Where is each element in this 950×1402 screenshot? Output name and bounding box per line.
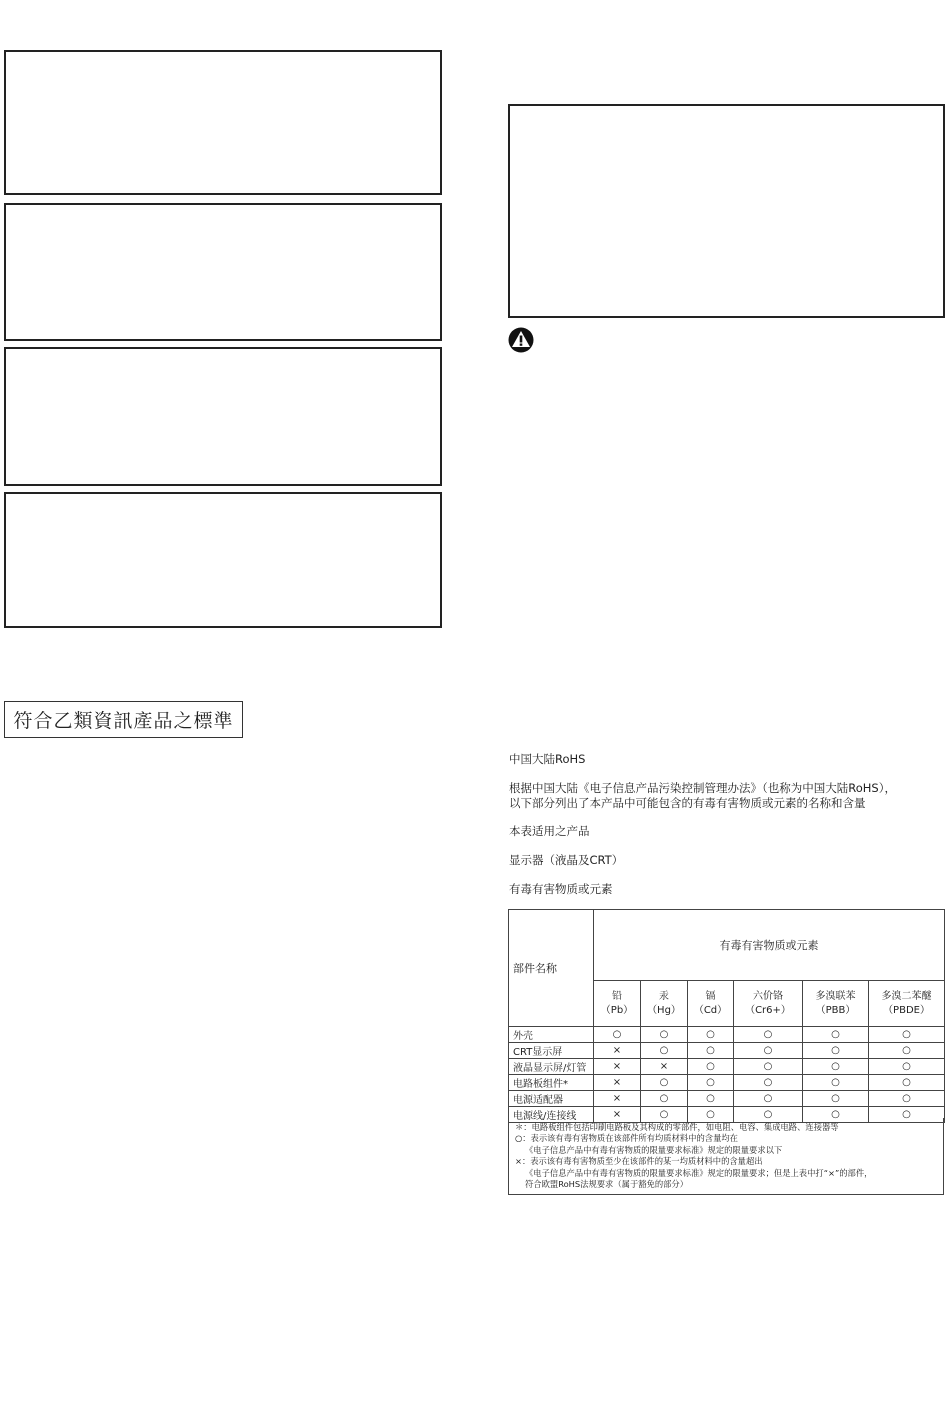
table-header-part: 部件名称 <box>509 910 594 1027</box>
part-name: 电源线/连接线 <box>509 1107 594 1123</box>
table-row <box>509 1027 945 1043</box>
rohs-substances-label: 有毒有害物质或元素 <box>509 882 613 896</box>
substance-mark: ○ <box>869 1107 945 1123</box>
table-row <box>509 1091 945 1107</box>
substance-mark: × <box>594 1107 641 1123</box>
element-symbol: （Pb） <box>600 1004 634 1016</box>
rohs-product: 显示器（液晶及CRT） <box>509 853 624 867</box>
substance-mark: × <box>594 1091 641 1107</box>
rohs-intro-line1: 根据中国大陆《电子信息产品污染控制管理办法》（也称为中国大陆RoHS）， <box>509 781 896 795</box>
table-row <box>509 1043 945 1059</box>
rohs-region-title: 中国大陆RoHS <box>509 752 586 766</box>
element-symbol: （Hg） <box>647 1004 681 1016</box>
element-name: 铅 <box>612 990 622 1002</box>
note-line: 《电子信息产品中有毒有害物质的限量要求标准》规定的限量要求；但是上表中打“×”的部件， <box>525 1167 873 1178</box>
element-symbol: （PBB） <box>815 1004 856 1016</box>
substance-mark: ○ <box>803 1091 869 1107</box>
rohs-applies: 本表适用之产品 <box>509 824 590 838</box>
substance-mark: ○ <box>734 1075 803 1091</box>
substance-mark: ○ <box>803 1027 869 1043</box>
note-line: 符合欧盟RoHS法规要求（属于豁免的部分） <box>525 1179 689 1190</box>
table-body <box>509 1027 945 1123</box>
substance-mark: ○ <box>869 1075 945 1091</box>
substance-mark: × <box>641 1059 688 1075</box>
element-name: 汞 <box>659 990 669 1002</box>
substance-mark: ○ <box>594 1027 641 1043</box>
substance-mark: ○ <box>688 1059 734 1075</box>
substance-mark: ○ <box>734 1059 803 1075</box>
substance-mark: ○ <box>641 1043 688 1059</box>
blank-frame-2 <box>4 203 442 341</box>
rohs-table <box>508 909 945 1123</box>
element-name: 多溴二苯醚 <box>881 990 932 1002</box>
note-line: ○：表示该有毒有害物质在该部件所有均质材料中的含量均在 <box>515 1133 738 1144</box>
element-header-2 <box>688 981 734 1027</box>
rohs-notes <box>508 1118 944 1195</box>
substance-mark: ○ <box>869 1059 945 1075</box>
substance-mark: ○ <box>869 1091 945 1107</box>
blank-frame-4 <box>4 492 442 628</box>
substance-mark: ○ <box>688 1107 734 1123</box>
blank-frame-1 <box>4 50 442 195</box>
substance-mark: ○ <box>869 1043 945 1059</box>
substance-mark: × <box>594 1075 641 1091</box>
table-header-group: 有毒有害物质或元素 <box>594 910 945 981</box>
substance-mark: ○ <box>803 1059 869 1075</box>
substance-mark: ○ <box>734 1027 803 1043</box>
substance-mark: ○ <box>641 1107 688 1123</box>
part-name: 电路板组件* <box>509 1075 594 1091</box>
element-symbol: （Cd） <box>693 1004 728 1016</box>
table-row <box>509 1075 945 1091</box>
blank-frame-5 <box>508 104 945 318</box>
element-header-4 <box>803 981 869 1027</box>
substance-mark: ○ <box>869 1027 945 1043</box>
note-line: ×：表示该有毒有害物质至少在该部件的某一均质材料中的含量超出 <box>515 1156 763 1167</box>
substance-mark: ○ <box>688 1043 734 1059</box>
substance-mark: ○ <box>688 1027 734 1043</box>
blank-frame-3 <box>4 347 442 486</box>
element-name: 镉 <box>705 990 716 1002</box>
note-line: ＊：电路板组件包括印刷电路板及其构成的零部件，如电阻、电容、集成电路、连接器等 <box>515 1122 839 1132</box>
element-symbol: （Cr6+） <box>745 1004 791 1016</box>
element-header-3 <box>734 981 803 1027</box>
part-name: 电源适配器 <box>509 1091 594 1107</box>
element-name: 多溴联苯 <box>815 990 856 1002</box>
part-name: CRT显示屏 <box>509 1043 594 1059</box>
substance-mark: × <box>594 1043 641 1059</box>
rohs-intro <box>509 781 949 811</box>
substance-mark: ○ <box>688 1075 734 1091</box>
warning-icon <box>508 327 534 353</box>
substance-mark: ○ <box>734 1107 803 1123</box>
element-header-0 <box>594 981 641 1027</box>
substance-mark: ○ <box>803 1107 869 1123</box>
table-row <box>509 1059 945 1075</box>
element-symbol: （PBDE） <box>883 1004 930 1016</box>
element-header-5 <box>869 981 945 1027</box>
part-name: 液晶显示屏/灯管 <box>509 1059 594 1075</box>
substance-mark: ○ <box>803 1043 869 1059</box>
note-line: 《电子信息产品中有毒有害物质的限量要求标准》规定的限量要求以下 <box>525 1144 783 1155</box>
rohs-intro-line2: 以下部分列出了本产品中可能包含的有毒有害物质或元素的名称和含量 <box>509 796 866 810</box>
substance-mark: ○ <box>641 1027 688 1043</box>
class-b-compliance-stamp: 符合乙類資訊產品之標準 <box>4 701 243 738</box>
substance-mark: ○ <box>734 1091 803 1107</box>
substance-mark: ○ <box>688 1091 734 1107</box>
substance-mark: ○ <box>641 1091 688 1107</box>
substance-mark: × <box>594 1059 641 1075</box>
substance-mark: ○ <box>641 1075 688 1091</box>
substance-mark: ○ <box>803 1075 869 1091</box>
substance-mark: ○ <box>734 1043 803 1059</box>
element-name: 六价铬 <box>753 990 783 1002</box>
part-name: 外壳 <box>509 1027 594 1043</box>
element-header-1 <box>641 981 688 1027</box>
